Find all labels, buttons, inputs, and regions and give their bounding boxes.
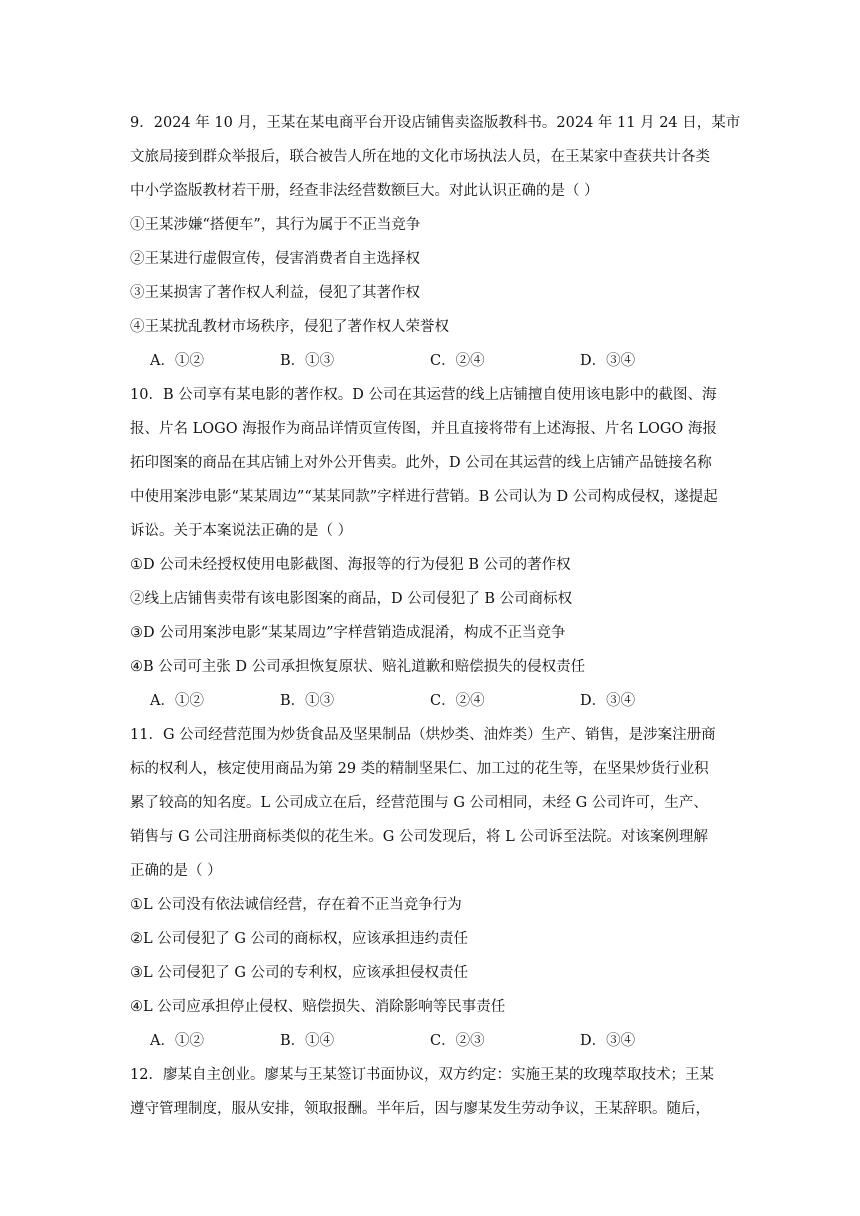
question-stem-line: 诉讼。关于本案说法正确的是（ ） bbox=[130, 523, 353, 539]
statement: ④B 公司可主张 D 公司承担恢复原状、赔礼道歉和赔偿损失的侵权责任 bbox=[130, 659, 586, 675]
option-d[interactable]: D．③④ bbox=[580, 693, 636, 709]
statement: ④L 公司应承担停止侵权、赔偿损失、消除影响等民事责任 bbox=[130, 999, 506, 1015]
option-d[interactable]: D．③④ bbox=[580, 1033, 636, 1049]
question-stem-line: 正确的是（ ） bbox=[130, 863, 222, 879]
question-stem-line: 11．G 公司经营范围为炒货食品及坚果制品（烘炒类、油炸类）生产、销售，是涉案注册商 bbox=[130, 727, 716, 743]
statement: ②王某进行虚假宣传，侵害消费者自主选择权 bbox=[130, 251, 420, 267]
question-stem-line: 12．廖某自主创业。廖某与王某签订书面协议，双方约定：实施王某的玫瑰萃取技术；王某 bbox=[130, 1067, 714, 1083]
statement: ①王某涉嫌“搭便车”，其行为属于不正当竞争 bbox=[130, 217, 421, 233]
option-b[interactable]: B．①③ bbox=[280, 693, 335, 709]
option-c[interactable]: C．②④ bbox=[430, 693, 485, 709]
statement: ③L 公司侵犯了 G 公司的专利权，应该承担侵权责任 bbox=[130, 965, 469, 981]
option-b[interactable]: B．①④ bbox=[280, 1033, 335, 1049]
statement: ①L 公司没有依法诚信经营，存在着不正当竞争行为 bbox=[130, 897, 462, 913]
question-stem-line: 销售与 G 公司注册商标类似的花生米。G 公司发现后，将 L 公司诉至法院。对该案例理解 bbox=[130, 829, 708, 845]
option-a[interactable]: A．①② bbox=[150, 353, 204, 369]
option-c[interactable]: C．②④ bbox=[430, 353, 485, 369]
question-stem-line: 标的权利人，核定使用商品为第 29 类的精制坚果仁、加工过的花生等，在坚果炒货行业积 bbox=[130, 761, 709, 777]
question-stem-line: 拓印图案的商品在其店铺上对外公开售卖。此外，D 公司在其运营的线上店铺产品链接名称 bbox=[130, 455, 712, 471]
question-stem-line: 报、片名 LOGO 海报作为商品详情页宣传图，并且直接将带有上述海报、片名 LOGO 海报 bbox=[130, 421, 717, 437]
option-a[interactable]: A．①② bbox=[150, 1033, 204, 1049]
question-stem-line: 10．B 公司享有某电影的著作权。D 公司在其运营的线上店铺擅自使用该电影中的截图、海 bbox=[130, 387, 717, 403]
question-stem-line: 中使用案涉电影“某某周边”“某某同款”字样进行营销。B 公司认为 D 公司构成侵权，遂提起 bbox=[130, 489, 718, 505]
question-stem-line: 中小学盗版教材若干册，经查非法经营数额巨大。对此认识正确的是（ ） bbox=[130, 183, 599, 199]
option-b[interactable]: B．①③ bbox=[280, 353, 335, 369]
statement: ①D 公司未经授权使用电影截图、海报等的行为侵犯 B 公司的著作权 bbox=[130, 557, 571, 573]
question-stem-line: 累了较高的知名度。L 公司成立在后，经营范围与 G 公司相同，未经 G 公司许可，生产、 bbox=[130, 795, 708, 811]
option-c[interactable]: C．②③ bbox=[430, 1033, 485, 1049]
statement: ②线上店铺售卖带有该电影图案的商品，D 公司侵犯了 B 公司商标权 bbox=[130, 591, 573, 607]
option-a[interactable]: A．①② bbox=[150, 693, 204, 709]
statement: ③王某损害了著作权人利益，侵犯了其著作权 bbox=[130, 285, 420, 301]
option-d[interactable]: D．③④ bbox=[580, 353, 636, 369]
statement: ②L 公司侵犯了 G 公司的商标权，应该承担违约责任 bbox=[130, 931, 469, 947]
statement: ③D 公司用案涉电影“某某周边”字样营销造成混淆，构成不正当竞争 bbox=[130, 625, 566, 641]
question-stem-line: 9．2024 年 10 月，王某在某电商平台开设店铺售卖盗版教科书。2024 年 11 月 24 日，某市 bbox=[130, 115, 741, 131]
question-stem-line: 遵守管理制度，服从安排，领取报酬。半年后，因与廖某发生劳动争议，王某辞职。随后， bbox=[130, 1101, 710, 1117]
question-stem-line: 文旅局接到群众举报后，联合被告人所在地的文化市场执法人员，在王某家中查获共计各类 bbox=[130, 149, 710, 165]
statement: ④王某扰乱教材市场秩序，侵犯了著作权人荣誉权 bbox=[130, 319, 449, 335]
